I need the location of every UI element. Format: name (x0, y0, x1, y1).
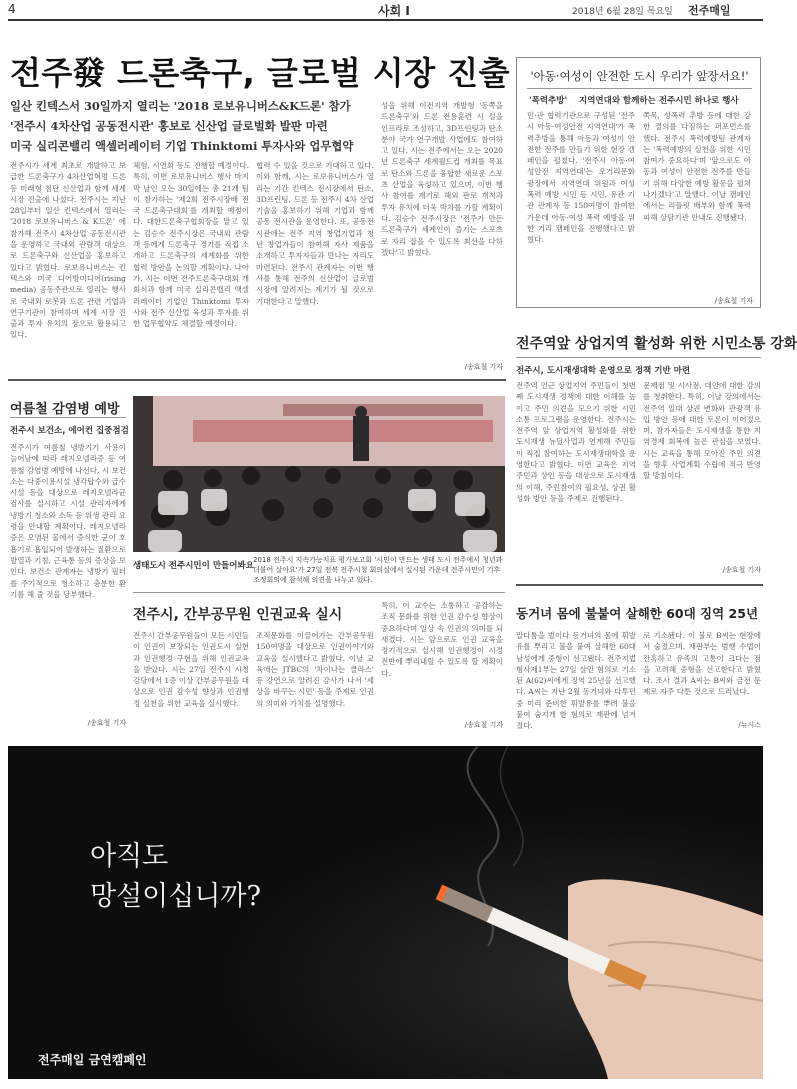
campaign-subtitle: 지역연대와 함께하는 전주시민 하나로 행사 (579, 96, 739, 106)
lead-subhead-3: 미국 실리콘밸리 액셀러레이터 기업 Thinktomi 투자사와 업무협약 (10, 139, 354, 153)
lead-column-4: 성을 위해 이전지역 개발형 '동쪽을 드론축구'와 드론 전용훈련 시 설을 인프라로 조성하고, 3D프린팅과 탄소 분야 국가 연구개발 사업에도 참여하고 있다. 시는 전주에서는 오는 2020년 드론축구 세계월드컵 개최를 목표로 탄소와 드론을 융합한 새로운 스포츠 산업을 육성하고 있으며, 이번 행사 참여를 계기로 해외 판로 개척과 투자 유치에 더욱 박차를 가할 계획이다. 김승수 전주시장은 '전주가 만든 드론축구가 세계인이 즐기는 스포츠로 자리 잡을 수 있도록 최선을 다하겠다'고 밝혔다. (381, 101, 503, 257)
conference-photo (133, 396, 505, 552)
campaign-byline: /송효철 기자 (714, 297, 753, 305)
training-column-1: 전주시 간부공무원들이 모든 시민들이 인권이 보장되는 인권도시 실현과 인권행정 구현을 위해 인권교육을 받았다. 시는 27일 전주시 시청강당에서 1층 이상 간부공무원을 대상으로 인권 감수성 향상과 인권행정 실천을 위한 교육을 실시했다. (133, 631, 249, 708)
campaign-title: '아동·여성이 안전한 도시 우리가 앞장서요!' (530, 69, 749, 83)
health-byline: /송효철 기자 (87, 719, 126, 727)
lead-headline: 전주發 드론축구, 글로벌 시장 진출 (10, 54, 511, 92)
ad-footer: 전주매일 금연캠페인 (38, 1053, 147, 1067)
news-photo (133, 396, 505, 552)
training-headline: 전주시, 간부공무원 인권교육 실시 (133, 607, 343, 623)
section-name: 사회 I (378, 4, 410, 18)
header-rule (8, 19, 763, 21)
photo-caption-text: 2018 전주시 지속가능지표 평가보고회 '시민이 만드는 생태 도시 전주에서 청년과 더불어 살아요'가 27일 전북 전주시청 회의실에서 실시된 가운데 전주시민이 기후조정회의에 참석해 의견을 나누고 있다. (253, 556, 503, 584)
crime-byline: /뉴시스 (738, 721, 761, 729)
page-number: 4 (8, 2, 16, 16)
commerce-subhead: 전주시, 도시재생대학 운영으로 정책 기반 마련 (516, 366, 691, 376)
commerce-divider (516, 357, 761, 358)
ad-headline-line-1: 아직도 (90, 841, 169, 872)
issue-date: 2018년 6월 28일 목요일 (572, 7, 673, 17)
campaign-divider (527, 88, 752, 89)
lead-column-2: 체험, 시연회 등도 진행할 예정이다. 특히, 이번 로보유니버스 행사 마지막 날인 오는 30일에는 총 21개 팀이 참가하는 '제2회 전주시장배 전국 드론축구대회'를 개최할 예정이다. 대한드론축구협회장을 맡고 있는 김승수 전주시장은 국내외 관람객 등에게 드론축구 경기를 직접 소개하고 드론축구의 세계화를 위한 협력 방안을 논의할 계획이다. 나아가, 시는 이번 전주드론축구대회 개회식과 함께 미국 실리콘밸리 액셀러레이터 기업인 Thinktomi 투자사와 전주 신산업 육성과 투자를 위한 업무협약도 체결할 예정이다. (133, 161, 249, 329)
lower-section-rule (8, 379, 506, 381)
training-column-3: 특히, 이 교수는 소통하고 공감하는 조직 문화를 위한 인권 감수성 향상이 중요하다며 일상 속 인권의 의미를 되새겼다. 시는 앞으로도 인권 교육을 정기적으로 실시해 인권행정이 시정 전반에 뿌리내릴 수 있도록 할 계획이다. (381, 601, 503, 678)
ad-headline-line-2: 망설이십니까? (90, 881, 261, 912)
lead-byline: /송효철 기자 (464, 363, 503, 371)
photo-caption-tag: 생태도시 전주시민이 만들어봐요 (133, 561, 254, 571)
campaign-sub-label: '폭력추방' (529, 96, 568, 106)
crime-column-1: 말다툼을 벌이다 동거녀의 몸에 휘발유를 뿌리고 불을 붙여 살해한 60대 남성에게 중형이 선고됐다. 전주지법 형사제1부는 27일 살인 혐의로 기소된 A(62)씨에게 징역 25년을 선고했다. A씨는 지난 2월 동거녀와 다투던 중 미리 준비한 휘발유를 뿌려 불을 붙여 숨지게 한 혐의로 재판에 넘겨졌다. (516, 631, 636, 731)
commerce-column-2: 문제점 및 시사점, 대안에 대한 강의를 청취한다. 특히, 이날 강의에서는 전주역 일대 상권 변화와 관광객 유입 방안 등에 대한 토론이 이어졌으며, 참가자들은 도시재생을 통한 지역경제 회복에 높은 관심을 보였다. 시는 교육을 통해 모아진 주민 의견을 향후 사업계획 수립에 적극 반영할 방침이다. (643, 381, 761, 481)
page-header (8, 2, 763, 18)
campaign-column-1: 민·관 협력기관으로 구성된 '전주시 아동·여성안전 지역연대'가 폭력추방을 통해 아동과 여성이 안전한 전주를 만들기 위한 현장 캠페인을 펼쳤다. '전주시 아동·여성안전 지역연대'는 오거리문화광장에서 지역연대 위원과 여성폭력 예방 시민 등 시민, 유관 기관 관계자 등 150여명이 참여한 가운데 아동·여성 폭력 예방을 위한 거리 캠페인을 진행했다고 밝혔다. (527, 111, 635, 245)
crime-headline: 동거녀 몸에 불붙여 살해한 60대 징역 25년 (516, 606, 759, 621)
health-subhead: 전주시 보건소, 에어컨 집중점검 (10, 426, 129, 436)
health-divider (10, 417, 126, 418)
commerce-byline: /송효철 기자 (722, 566, 761, 574)
commerce-headline: 전주역앞 상업지역 활성화 위한 시민소통 강화 (516, 336, 797, 352)
health-headline: 여름철 감염병 예방 (10, 402, 120, 417)
health-body: 전주시가 여름철 냉방기기 사용이 늘어남에 따라 레지오넬라증 등 여름철 감염병 예방에 나선다. 시 보건소는 다중이용시설 냉각탑수와 급수시설 등을 대상으로 레지오넬라균 검사를 실시하고 시설 관리자에게 냉방기 청소와 소독 등 위생 관리 요령을 안내할 계획이다. 레지오넬라증은 오염된 물에서 증식한 균이 호흡기로 흡입되어 발생하는 질환으로 발열과 기침, 근육통 등의 증상을 보인다. 보건소 관계자는 냉방기 필터를 주기적으로 청소하고 충분한 환기를 해 줄 것을 당부했다. (10, 443, 126, 599)
crime-column-2: 로 기소됐다. 이 불로 B씨는 현장에서 숨졌으며, 재판부는 범행 수법이 잔혹하고 유족의 고통이 크다는 점을 고려해 중형을 선고한다고 밝혔다. 조사 결과 A씨는 B씨와 금전 문제로 자주 다툰 것으로 드러났다. (643, 631, 761, 697)
commerce-column-1: 전주역 인근 상업지역 주민들이 첫번째 도시재생 정책에 대한 이해를 높이고 주민 의견을 모으기 위한 시민소통 프로그램을 운영한다. 전주시는 전주역 앞 상업지역 활성화를 위한 도시재생 뉴딜사업과 연계해 주민들이 직접 참여하는 도시재생대학을 운영한다고 밝혔다. 이번 교육은 지역 주민과 상인 등을 대상으로 도시재생의 이해, 주민참여의 필요성, 상권 활성화 방안 등을 주제로 진행된다. (516, 381, 636, 503)
training-top-rule (133, 592, 505, 593)
campaign-column-2: 쪽목, 성폭력 추방 등에 대한 강한 결의를 다짐하는 퍼포먼스를 했다. 전주시 폭력예방팀 관계자는 '폭력예방의 실천을 위한 시민 참여가 중요하다'며 '앞으로도 아동과 여성이 안전한 전주를 만들기 위해 다양한 예방 활동을 펼쳐 나가겠다'고 말했다. 이날 캠페인에서는 리플릿 배부와 함께 폭력 피해 상담기관 안내도 진행됐다. (643, 111, 751, 222)
lead-column-3: 협력 수 있을 것으로 기대하고 있다. 이와 함께, 시는 로보유니버스가 열리는 기간 킨텍스 전시장에서 탄소, 3D프린팅, 드론 등 전주시 4차 산업 기술을 홍보하기 위해 기업과 함께 공동 전시관을 운영한다. 또, 공동전시관에는 전주 지역 창업기업과 청년 창업가들이 참여해 자사 제품을 소개하고 투자자들과 만나는 자리도 마련된다. 전주시 관계자는 이번 행사를 통해 전주의 신산업이 글로벌 시장에 알려지는 계기가 될 것으로 기대한다고 말했다. (256, 161, 374, 306)
photo-caption (133, 555, 505, 589)
campaign-box (516, 57, 761, 308)
paper-name: 전주매일 (688, 4, 731, 17)
crime-top-rule (516, 584, 763, 586)
training-byline: /송효철 기자 (464, 721, 503, 729)
training-column-2: 조직문화를 이끌어가는 간부공무원 150여명을 대상으로 인권이야기와 교육을 실시했다고 밝혔다. 이날 교육에는 JTBC의 '차이나는 클라스' 등 강연으로 알려진 강사가 나서 '세상을 바꾸는 시민' 등을 주제로 인권의 의미와 가치를 설명했다. (256, 631, 374, 708)
lead-column-1: 전주시가 세계 최초로 개발하고 보급한 드론축구가 4차산업혁명 드론등 미래형 첨단 신산업과 함께 세계 시장 진출에 나섰다. 전주시는 지난 28일부터 일산 킨텍스에서 열리는 '2018 로보유니버스 & K드론' 에 참가해 전주시 4차산업 공동전시관을 운영하고 국내외 관람객 대상으로 드론축구와 신산업을 홍보하고 있다고 밝혔다. 로보유니버스는 킨텍스와 미국 디어방미디어(rising media) 공동주관으로 열리는 행사로 국내외 로봇과 드론 관련 기업과 연구기관이 참여하며 세계 시장 진출과 투자 유치의 장으로 활용되고 있다. (10, 161, 126, 340)
lead-subhead-1: 일산 킨텍스서 30일까지 열리는 '2018 로보유니버스&K드론' 참가 (10, 99, 351, 113)
anti-smoking-ad (8, 746, 763, 1079)
lead-subhead-2: '전주시 4차산업 공동전시관' 홍보로 신산업 글로벌화 발판 마련 (10, 119, 328, 133)
